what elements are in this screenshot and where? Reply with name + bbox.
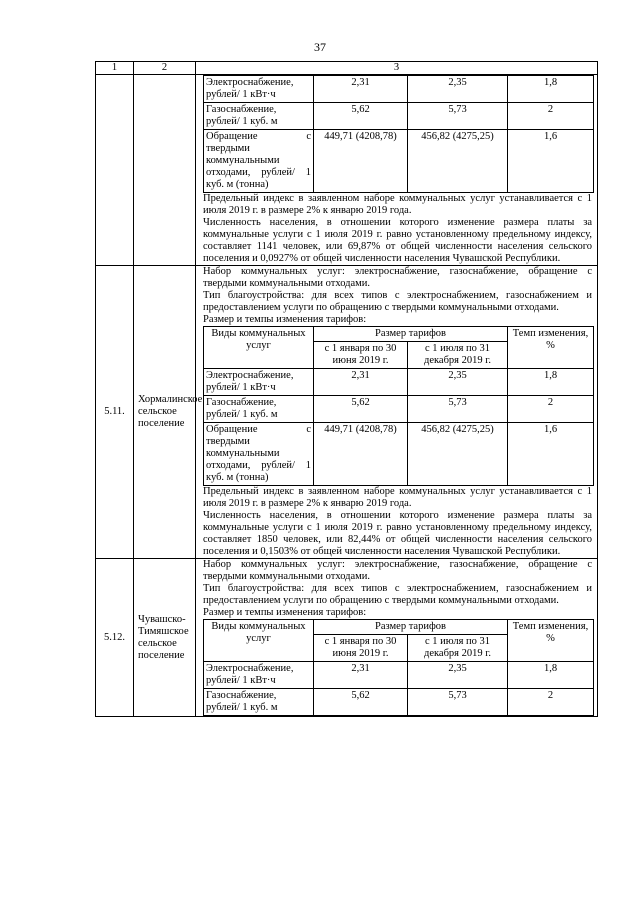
tariff-table [203,326,594,486]
header-col-1: 1 [96,62,134,75]
header-col-3: 3 [196,62,598,75]
tariff-h1: 2,31 [314,76,408,103]
limit-index-text: Предельный индекс в заявленном наборе коммунальных услуг устанавливается с 1 июля 2019 г. в размере 2% к январю 2019 года. [203,486,592,509]
row-num: 5.11. [96,266,134,559]
rates-title: Размер и темпы изменения тарифов: [203,607,367,618]
row-num: 5.12. [96,559,134,717]
settlement-name-cell [134,75,196,266]
change-rate: 1,8 [508,369,594,396]
service-label: Электроснабжение, рублей/ 1 кВт·ч [204,369,314,396]
section-content [196,75,598,266]
municipal-tariffs-table [95,61,598,717]
service-label: Обращение с твердыми коммунальными отходами, рублей/ 1 куб. м (тонна) [204,423,314,486]
tariff-row-electricity [204,76,594,103]
population-text: Численность населения, в отношении которого изменение размера платы за коммунальные услуги с 1 июля 2019 г. равно установленному предельному индексу, составляет 1141 человек, или 69,87% от общей численности населения сельского поселения и 0,0927% от общей численности населения Чувашской Республики. [203,217,592,264]
settlement-name: Хормалинское сельское поселение [134,266,196,559]
section-continuation [96,75,598,266]
change-rate: 1,6 [508,423,594,486]
tariff-row-gas [204,103,594,130]
tariff-h2: 456,82 (4275,25) [408,423,508,486]
change-rate: 2 [508,689,594,716]
head-rate: Темп изменения, % [508,327,594,369]
head-period-2: с 1 июля по 31 декабря 2019 г. [408,635,508,662]
head-size: Размер тарифов [314,620,508,635]
change-rate: 2 [508,396,594,423]
section-content [196,559,598,717]
tariff-row-electricity [204,369,594,396]
service-label: Электроснабжение, рублей/ 1 кВт·ч [204,76,314,103]
tariff-row-gas [204,396,594,423]
tariff-h2: 456,82 (4275,25) [408,130,508,193]
head-size: Размер тарифов [314,327,508,342]
header-row [96,62,598,75]
tariff-h2: 2,35 [408,662,508,689]
tariff-h1: 5,62 [314,689,408,716]
population-text: Численность населения, в отношении которого изменение размера платы за коммунальные услуги с 1 июля 2019 г. равно установленному предельному индексу, составляет 1850 человек, или 82,44% от общей численности населения сельского поселения и 0,1503% от общей численности населения Чувашской Республики. [203,510,592,557]
rates-title: Размер и темпы изменения тарифов: [203,314,367,325]
section-5-11 [96,266,598,559]
tariff-h2: 2,35 [408,76,508,103]
head-period-1: с 1 января по 30 июня 2019 г. [314,342,408,369]
change-rate: 1,6 [508,130,594,193]
tariff-h1: 2,31 [314,369,408,396]
tariff-h1: 2,31 [314,662,408,689]
tariff-h1: 5,62 [314,396,408,423]
row-num-cell [96,75,134,266]
service-label: Газоснабжение, рублей/ 1 куб. м [204,103,314,130]
services-text: Набор коммунальных услуг: электроснабжение, газоснабжение, обращение с твердыми коммунальными отходами. [203,266,592,289]
tariff-h2: 5,73 [408,689,508,716]
service-label: Обращение с твердыми коммунальными отходами, рублей/ 1 куб. м (тонна) [204,130,314,193]
head-rate: Темп изменения, % [508,620,594,662]
service-label: Электроснабжение, рублей/ 1 кВт·ч [204,662,314,689]
limit-index-text: Предельный индекс в заявленном наборе коммунальных услуг устанавливается с 1 июля 2019 г. в размере 2% к январю 2019 года. [203,193,592,216]
change-rate: 2 [508,103,594,130]
services-text: Набор коммунальных услуг: электроснабжение, газоснабжение, обращение с твердыми коммунальными отходами. [203,559,592,582]
tariff-row-electricity [204,662,594,689]
tariff-h2: 2,35 [408,369,508,396]
service-label: Газоснабжение, рублей/ 1 куб. м [204,689,314,716]
tariff-row-gas [204,689,594,716]
amenity-type-text: Тип благоустройства: для всех типов с электроснабжением, газоснабжением и предоставлением услуги по обращению с твердыми коммунальными отходами. [203,290,592,313]
section-5-12 [96,559,598,717]
change-rate: 1,8 [508,76,594,103]
amenity-type-text: Тип благоустройства: для всех типов с электроснабжением, газоснабжением и предоставлением услуги по обращению с твердыми коммунальными отходами. [203,583,592,606]
tariff-row-waste [204,130,594,193]
header-col-2: 2 [134,62,196,75]
head-kinds: Виды коммунальных услуг [204,620,314,662]
tariff-h1: 449,71 (4208,78) [314,423,408,486]
tariff-h1: 5,62 [314,103,408,130]
tariff-row-waste [204,423,594,486]
tariff-h1: 449,71 (4208,78) [314,130,408,193]
settlement-name: Чувашско-Тимяшское сельское поселение [134,559,196,717]
page-number: 37 [314,40,326,54]
tariff-table [203,619,594,716]
change-rate: 1,8 [508,662,594,689]
tariff-table [203,75,594,193]
section-content [196,266,598,559]
head-kinds: Виды коммунальных услуг [204,327,314,369]
head-period-1: с 1 января по 30 июня 2019 г. [314,635,408,662]
head-period-2: с 1 июля по 31 декабря 2019 г. [408,342,508,369]
tariff-head-row [204,327,594,342]
service-label: Газоснабжение, рублей/ 1 куб. м [204,396,314,423]
tariff-h2: 5,73 [408,396,508,423]
tariff-head-row [204,620,594,635]
tariff-h2: 5,73 [408,103,508,130]
